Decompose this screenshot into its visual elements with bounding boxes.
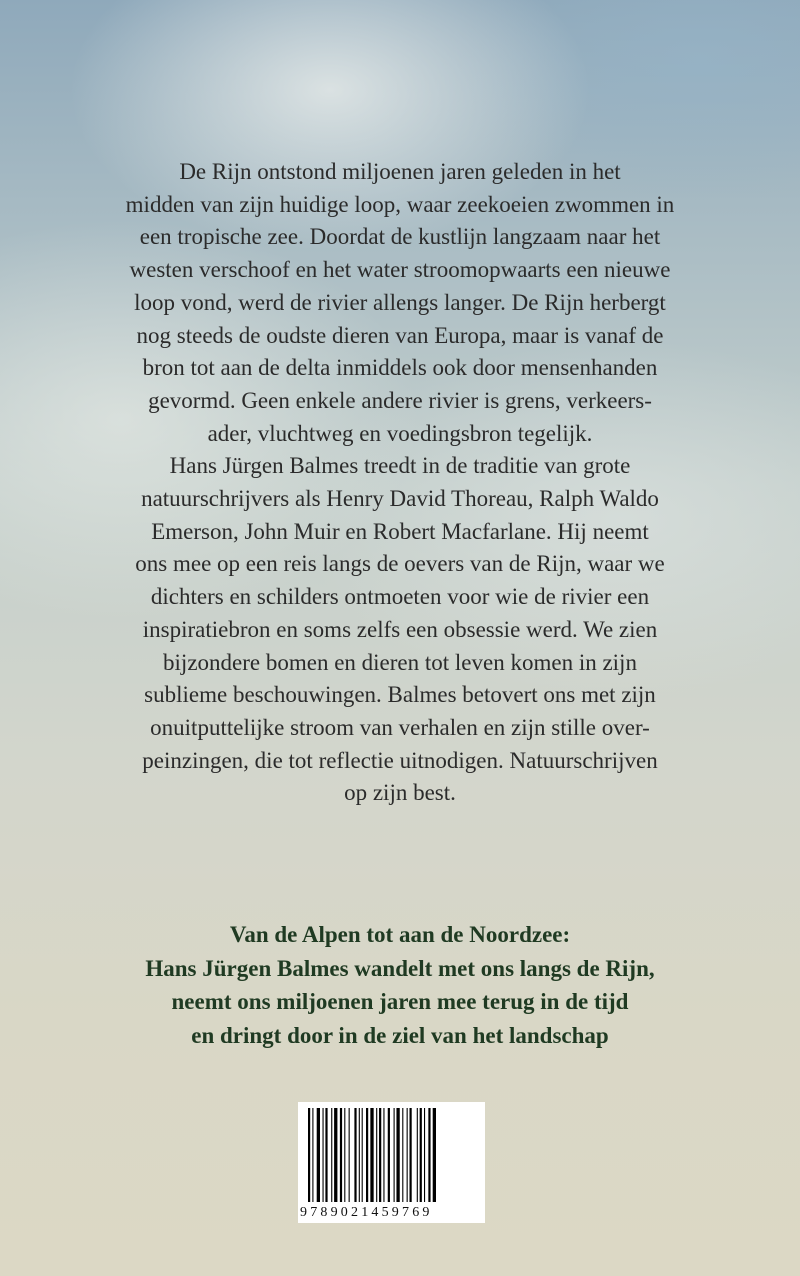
blurb-line: bron tot aan de delta inmiddels ook door mensenhanden <box>142 355 658 381</box>
barcode-bar <box>344 1108 345 1202</box>
blurb-line: onuitputtelijke stroom van verhalen en zijn stille over- <box>150 714 650 740</box>
barcode-bar <box>370 1108 373 1202</box>
barcode-bar <box>359 1108 360 1202</box>
barcode-bar <box>362 1108 363 1202</box>
barcode-bar <box>433 1108 436 1202</box>
blurb-line: midden van zijn huidige loop, waar zeekoeien zwommen in <box>125 191 675 217</box>
barcode-bar <box>331 1108 332 1202</box>
barcode-bar <box>376 1108 377 1202</box>
blurb-line: bijzondere bomen en dieren tot leven komen in zijn <box>163 649 637 675</box>
barcode-bar <box>334 1108 337 1202</box>
barcode-bar <box>420 1108 422 1202</box>
tagline-line: neemt ons miljoenen jaren mee terug in de tijd <box>171 989 629 1015</box>
barcode-bar <box>394 1108 395 1202</box>
barcode-bar <box>349 1108 350 1202</box>
barcode-bar <box>340 1108 342 1202</box>
blurb-text <box>0 156 800 810</box>
barcode-bar <box>325 1108 327 1202</box>
tagline-line: Van de Alpen tot aan de Noordzee: <box>229 922 571 947</box>
barcode-bar <box>354 1108 356 1202</box>
barcode-bars <box>308 1108 475 1202</box>
tagline-line: Hans Jürgen Balmes wandelt met ons langs de Rijn, <box>145 955 655 981</box>
blurb-line: een tropische zee. Doordat de kustlijn langzaam naar het <box>139 224 661 250</box>
barcode-bar <box>379 1108 381 1202</box>
blurb-line: gevormd. Geen enkele andere rivier is grens, verkeers- <box>148 387 652 413</box>
blurb-line: Hans Jürgen Balmes treedt in de traditie van grote <box>169 453 631 479</box>
blurb-line: De Rijn ontstond miljoenen jaren geleden in het <box>179 159 621 184</box>
barcode-bar <box>428 1108 430 1202</box>
blurb-line: ons mee op een reis langs de oevers van de Rijn, waar we <box>135 551 665 577</box>
isbn-digits: 9789021459769 <box>300 1205 433 1220</box>
blurb-line: nog steeds de oudste dieren van Europa, maar is vanaf de <box>136 322 664 348</box>
blurb-line: loop vond, werd de rivier allengs langer. De Rijn herbergt <box>134 289 666 315</box>
blurb-line: op zijn best. <box>344 780 456 806</box>
barcode-bar <box>388 1108 390 1202</box>
barcode-bar <box>317 1108 320 1202</box>
blurb-line: Emerson, John Muir en Robert Macfarlane. Hij neemt <box>151 518 649 544</box>
barcode-bar <box>383 1108 384 1202</box>
blurb-line: ader, vluchtweg en voedingsbron tegelijk. <box>207 420 593 446</box>
blurb-line: sublieme beschouwingen. Balmes betovert ons met zijn <box>144 682 656 708</box>
barcode-bar <box>366 1108 368 1202</box>
barcode-bar <box>396 1108 399 1202</box>
blurb-line: westen verschoof en het water stroomopwaarts een nieuwe <box>129 257 671 283</box>
blurb-line: inspiratiebron en soms zelfs een obsessie werd. We zien <box>142 616 658 642</box>
isbn-barcode <box>298 1102 485 1223</box>
blurb-line: peinzingen, die tot reflectie uitnodigen. Natuurschrijven <box>142 747 658 773</box>
barcode-bar <box>312 1108 313 1202</box>
tagline-line: en dringt door in de ziel van het landschap <box>191 1023 609 1049</box>
blurb-line: natuurschrijvers als Henry David Thoreau, Ralph Waldo <box>141 486 659 512</box>
tagline <box>0 918 800 1053</box>
barcode-bar <box>407 1108 408 1202</box>
barcode-bar <box>323 1108 324 1202</box>
barcode-bar <box>424 1108 425 1202</box>
barcode-bar <box>308 1108 310 1202</box>
barcode-bar <box>410 1108 412 1202</box>
blurb-line: dichters en schilders ontmoeten voor wie de rivier een <box>150 584 650 610</box>
barcode-bar <box>402 1108 403 1202</box>
barcode-bar <box>417 1108 418 1202</box>
